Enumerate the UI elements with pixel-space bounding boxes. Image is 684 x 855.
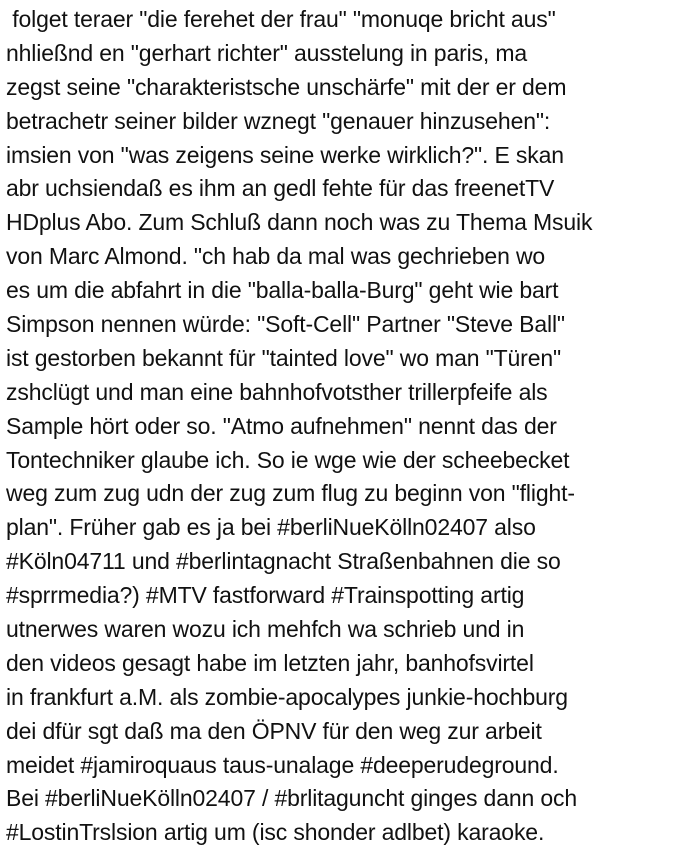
text-line: nhließnd en "gerhart richter" ausstelung in paris, ma: [6, 39, 528, 66]
text-line: Bei #berliNueKölln02407 / #brlitaguncht ginges dann och: [6, 785, 577, 812]
text-line: von Marc Almond. "ch hab da mal was gechrieben wo: [6, 243, 546, 270]
text-line: #sprrmedia?) #MTV fastforward #Trainspotting artig: [6, 582, 525, 609]
text-line: dei dfür sgt daß ma den ÖPNV für den weg zur arbeit: [6, 717, 542, 744]
text-line: HDplus Abo. Zum Schluß dann noch was zu Thema Msuik: [6, 209, 593, 236]
text-line: betrachetr seiner bilder wznegt "genauer hinzusehen":: [6, 107, 551, 134]
text-line: imsien von "was zeigens seine werke wirklich?". E skan: [6, 141, 564, 168]
text-line: den videos gesagt habe im letzten jahr, banhofsvirtel: [6, 649, 534, 676]
text-line: zshclügt und man eine bahnhofvotsther trillerpfeife als: [6, 378, 548, 405]
text-line: meidet #jamiroquaus taus-unalage #deeperudeground.: [6, 751, 559, 778]
text-line: folget teraer "die ferehet der frau" "monuqe bricht aus": [6, 6, 556, 32]
text-line: Simpson nennen würde: "Soft-Cell" Partner "Steve Ball": [6, 311, 565, 338]
text-line: Sample hört oder so. "Atmo aufnehmen" nennt das der: [6, 412, 557, 439]
text-line: zegst seine "charakteristsche unschärfe" mit der er dem: [6, 73, 567, 100]
text-line: utnerwes waren wozu ich mehfch wa schrieb und in: [6, 616, 525, 643]
text-paragraph: [6, 3, 684, 850]
text-line: #Köln04711 und #berlintagnacht Straßenbahnen die so: [6, 548, 561, 575]
text-line: abr uchsiendaß es ihm an gedl fehte für das freenetTV: [6, 175, 555, 202]
text-line: ist gestorben bekannt für "tainted love" wo man "Türen": [6, 344, 561, 371]
text-line: in frankfurt a.M. als zombie-apocalypes junkie-hochburg: [6, 683, 568, 710]
text-line: weg zum zug udn der zug zum flug zu beginn von "flight-: [6, 480, 575, 507]
text-line: plan". Früher gab es ja bei #berliNueKölln02407 also: [6, 514, 536, 541]
text-line: Tontechniker glaube ich. So ie wge wie der scheebecket: [6, 446, 570, 473]
text-line: #LostinTrslsion artig um (isc shonder adlbet) karaoke.: [6, 819, 545, 846]
text-line: es um die abfahrt in die "balla-balla-Burg" geht wie bart: [6, 277, 559, 304]
